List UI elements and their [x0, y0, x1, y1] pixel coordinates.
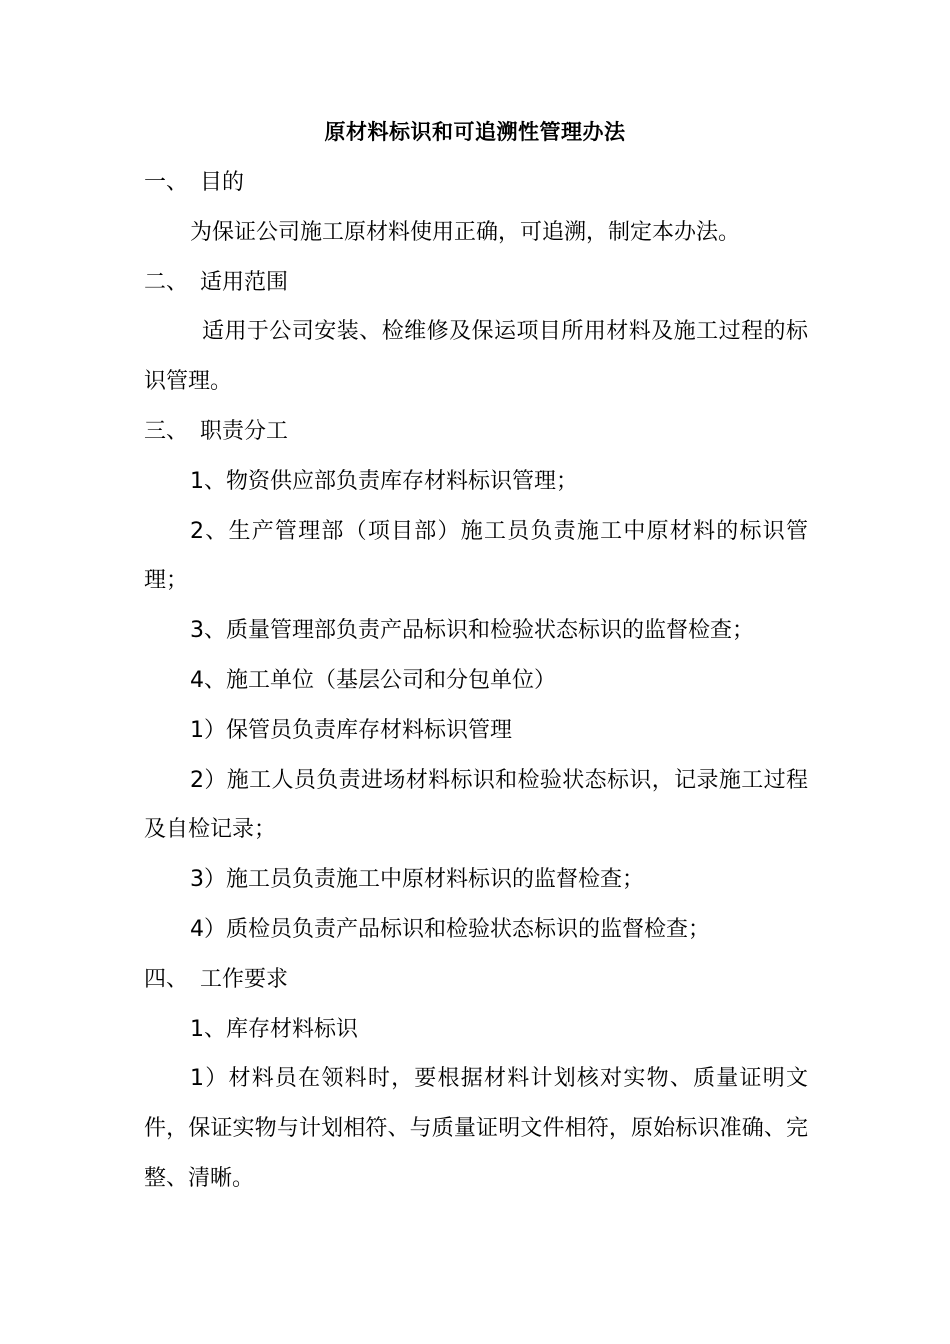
- paragraph-duty-4: 4、施工单位（基层公司和分包单位）: [190, 667, 556, 693]
- paragraph-purpose: 为保证公司施工原材料使用正确，可追溯，制定本办法。: [190, 219, 741, 245]
- section-heading-purpose: [144, 158, 808, 208]
- section-title: 适用范围: [200, 269, 289, 295]
- paragraph-duty-4-3: 3）施工员负责施工中原材料标识的监督检查；: [190, 867, 644, 893]
- document-title: 原材料标识和可追溯性管理办法: [324, 120, 626, 144]
- section-heading-duties: [144, 407, 808, 457]
- section-number: 四、: [144, 966, 189, 992]
- paragraph-duty-2: 2、生产管理部（项目部）施工员负责施工中原材料的标识管理；: [144, 518, 808, 594]
- section-title: 职责分工: [200, 418, 289, 444]
- section-heading-requirements: [144, 955, 808, 1005]
- paragraph-req-1: 1、库存材料标识: [190, 1016, 358, 1042]
- section-number: 一、: [144, 170, 189, 195]
- section-number: 三、: [144, 418, 189, 444]
- paragraph-duty-4-2: 2）施工人员负责进场材料标识和检验状态标识，记录施工过程及自检记录；: [144, 767, 808, 843]
- document-body: [144, 158, 808, 1204]
- paragraph-duty-4-1: 1）保管员负责库存材料标识管理: [190, 717, 512, 743]
- paragraph-req-1-1: 1）材料员在领料时，要根据材料计划核对实物、质量证明文件，保证实物与计划相符、与质量证明文件相符，原始标识准确、完整、清晰。: [144, 1066, 808, 1191]
- paragraph-duty-4-4: 4）质检员负责产品标识和检验状态标识的监督检查；: [190, 916, 710, 942]
- paragraph-scope: 适用于公司安装、检维修及保运项目所用材料及施工过程的标识管理。: [144, 319, 808, 395]
- section-title: 目的: [200, 170, 245, 195]
- paragraph-duty-1: 1、物资供应部负责库存材料标识管理；: [190, 468, 578, 494]
- section-title: 工作要求: [200, 966, 289, 992]
- section-number: 二、: [144, 269, 189, 295]
- paragraph-duty-3: 3、质量管理部负责产品标识和检验状态标识的监督检查；: [190, 618, 754, 644]
- section-heading-scope: [144, 258, 808, 308]
